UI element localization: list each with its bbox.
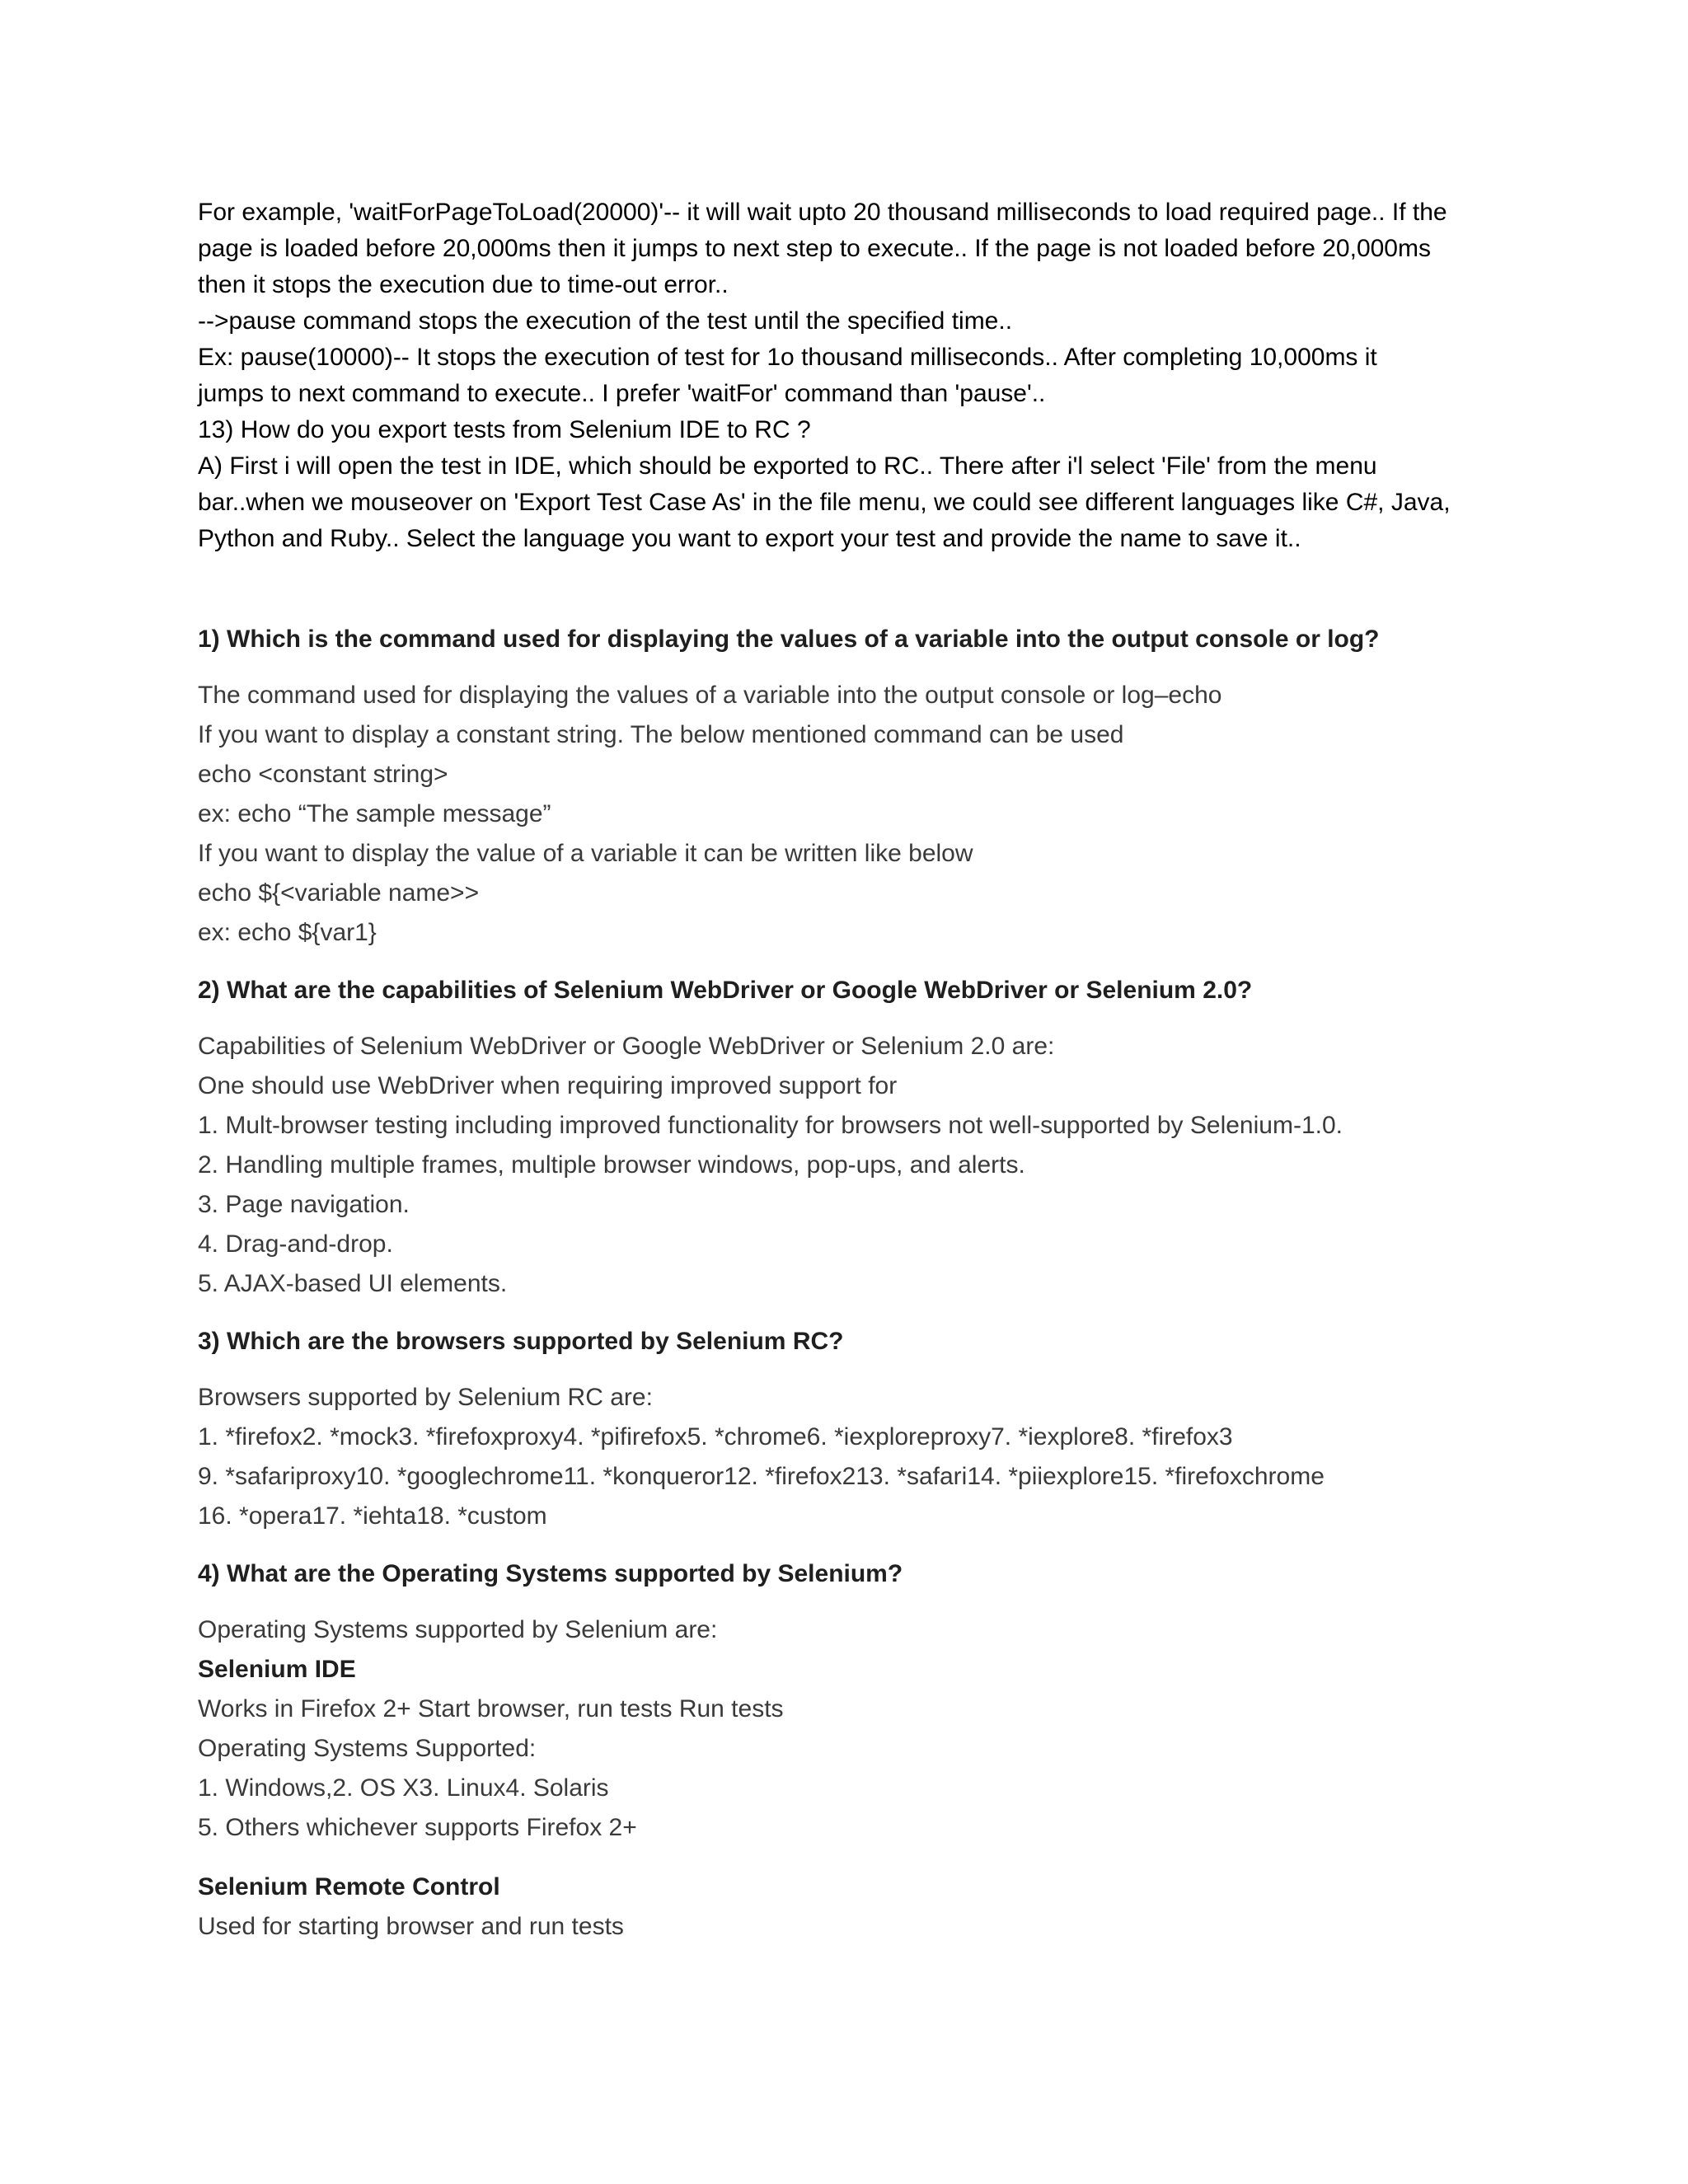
answer-line: The command used for displaying the values of a variable into the output console or log–echo	[198, 682, 1222, 709]
intro-line: -->pause command stops the execution of the test until the specified time..	[198, 307, 1013, 335]
selenium-rc-subheading: Selenium Remote Control	[198, 1873, 500, 1900]
intro-line: page is loaded before 20,000ms then it jumps to next step to execute.. If the page is not loaded before 20,000ms	[198, 235, 1431, 262]
answer-line: Capabilities of Selenium WebDriver or Google WebDriver or Selenium 2.0 are:	[198, 1033, 1055, 1060]
answer-3	[198, 1378, 1533, 1536]
intro-line: then it stops the execution due to time-out error..	[198, 271, 729, 298]
answer-line: 1. Mult-browser testing including improved functionality for browsers not well-supported by Selenium-1.0.	[198, 1112, 1343, 1139]
answer-line: 5. AJAX-based UI elements.	[198, 1270, 508, 1297]
answer-line: 2. Handling multiple frames, multiple browser windows, pop-ups, and alerts.	[198, 1151, 1025, 1179]
answer-line: 1. *firefox2. *mock3. *firefoxproxy4. *pifirefox5. *chrome6. *iexploreproxy7. *iexplore8. *firefox3	[198, 1423, 1233, 1451]
question-4-heading: 4) What are the Operating Systems supported by Selenium?	[198, 1560, 903, 1587]
answer-4	[198, 1610, 1533, 1947]
intro-line: jumps to next command to execute.. I prefer 'waitFor' command than 'pause'..	[198, 380, 1046, 407]
answer-line: One should use WebDriver when requiring improved support for	[198, 1072, 898, 1099]
answer-1	[198, 676, 1533, 953]
intro-line: Ex: pause(10000)-- It stops the execution of test for 1o thousand milliseconds.. After completing 10,000ms it	[198, 344, 1377, 371]
question-3-heading: 3) Which are the browsers supported by Selenium RC?	[198, 1328, 844, 1355]
question-1-heading: 1) Which is the command used for displaying the values of a variable into the output console or log?	[198, 626, 1380, 653]
answer-2	[198, 1027, 1533, 1304]
question-2-heading: 2) What are the capabilities of Selenium WebDriver or Google WebDriver or Selenium 2.0?	[198, 977, 1253, 1004]
answer-line: ex: echo “The sample message”	[198, 800, 551, 827]
answer-line: Operating Systems Supported:	[198, 1735, 537, 1762]
intro-section	[198, 194, 1533, 557]
intro-line: bar..when we mouseover on 'Export Test Case As' in the file menu, we could see different languages like C#, Java,	[198, 489, 1451, 516]
selenium-ide-subheading: Selenium IDE	[198, 1656, 356, 1683]
document-content	[198, 194, 1533, 1947]
answer-line: 1. Windows,2. OS X3. Linux4. Solaris	[198, 1774, 609, 1802]
answer-line: 3. Page navigation.	[198, 1191, 410, 1218]
answer-line: Used for starting browser and run tests	[198, 1913, 624, 1940]
answer-line: Browsers supported by Selenium RC are:	[198, 1384, 653, 1411]
answer-line: If you want to display the value of a variable it can be written like below	[198, 840, 973, 867]
answer-line: echo <constant string>	[198, 761, 448, 788]
intro-line: For example, 'waitForPageToLoad(20000)'-- it will wait upto 20 thousand milliseconds to load required page.. If the	[198, 199, 1447, 226]
intro-line: 13) How do you export tests from Selenium IDE to RC ?	[198, 416, 811, 443]
answer-line: echo ${<variable name>>	[198, 879, 480, 907]
answer-line: ex: echo ${var1}	[198, 919, 377, 946]
answer-line: 4. Drag-and-drop.	[198, 1230, 393, 1258]
answer-line: Works in Firefox 2+ Start browser, run tests Run tests	[198, 1695, 784, 1722]
answer-line: 5. Others whichever supports Firefox 2+	[198, 1814, 637, 1841]
answer-line: Operating Systems supported by Selenium are:	[198, 1616, 718, 1643]
answer-line: 16. *opera17. *iehta18. *custom	[198, 1502, 547, 1530]
intro-line: A) First i will open the test in IDE, which should be exported to RC.. There after i'l select 'File' from the menu	[198, 452, 1377, 480]
answer-line: 9. *safariproxy10. *googlechrome11. *konqueror12. *firefox213. *safari14. *piiexplore15. *firefoxchrome	[198, 1463, 1325, 1490]
intro-line: Python and Ruby.. Select the language you want to export your test and provide the name to save it..	[198, 525, 1301, 552]
answer-line: If you want to display a constant string. The below mentioned command can be used	[198, 721, 1124, 748]
